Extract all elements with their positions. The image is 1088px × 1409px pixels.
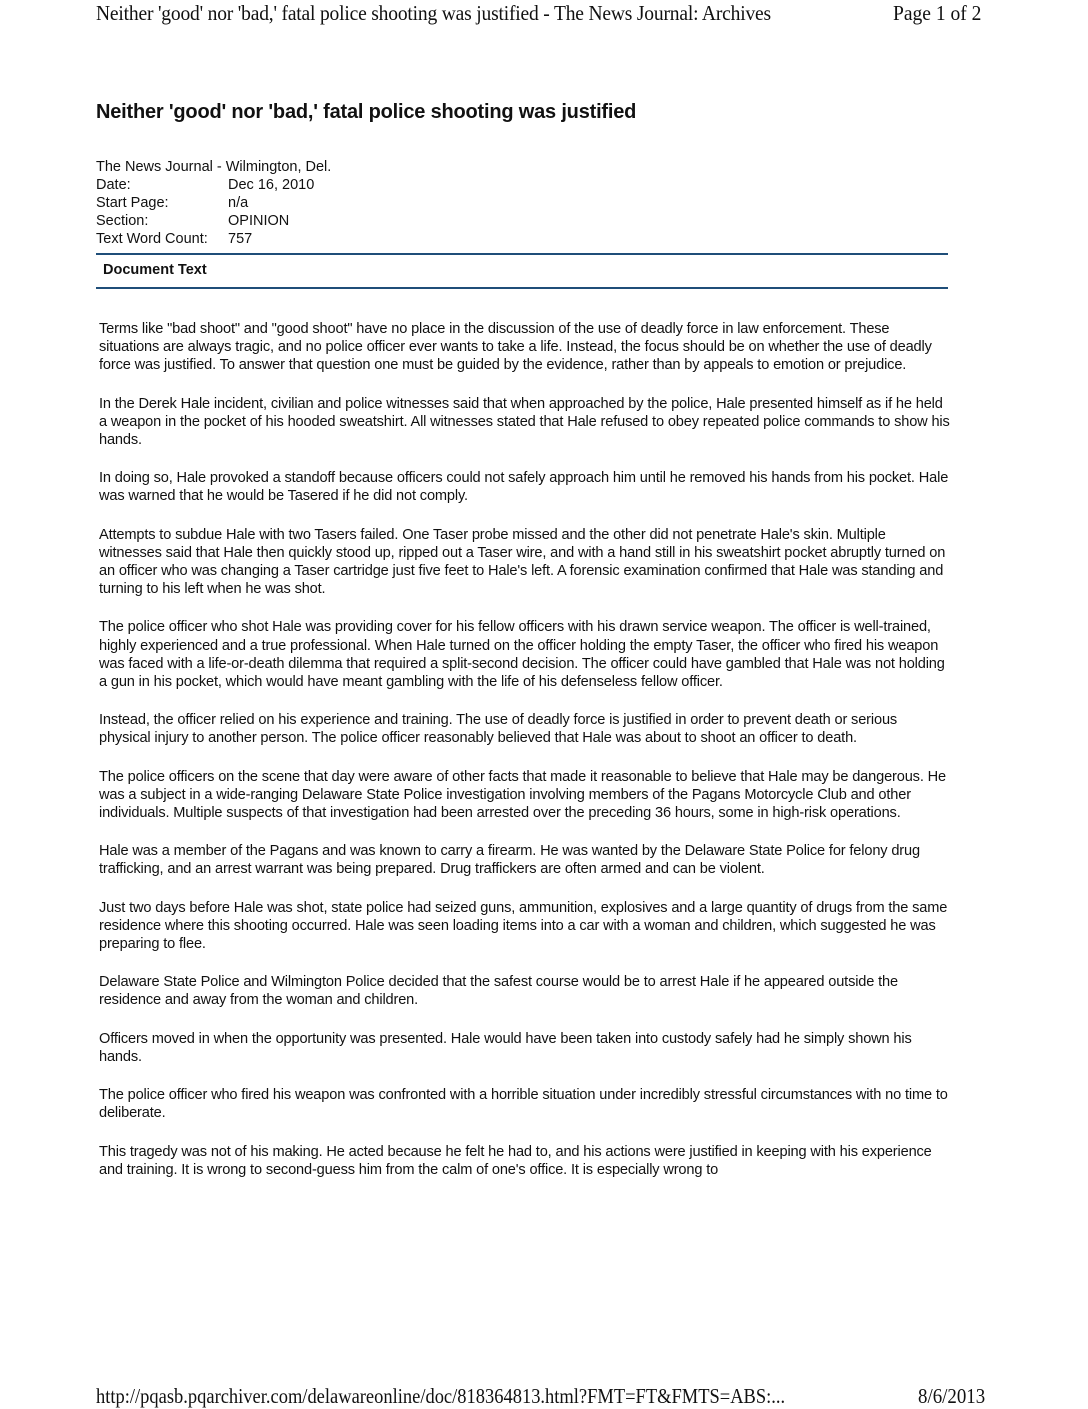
meta-value: 757 xyxy=(228,231,253,247)
paragraph: The police officer who shot Hale was providing cover for his fellow officers with his drawn service weapon. The officer is well-trained, highly experienced and a true professional. When Hale turned on the officer holding the empty Taser, the officer who fired his weapon was faced with a life-or-death dilemma that required a split-second decision. The officer could have gambled that Hale was not holding a gun in his pocket, which would have meant gambling with the life of his defenseless fellow officer. xyxy=(99,619,945,691)
paragraph: Just two days before Hale was shot, state police had seized guns, ammunition, explosives and a large quantity of drugs from the same residence where this shooting occurred. Hale was seen loading items into a car with a woman and children, which suggested he was preparing to flee. xyxy=(99,899,948,953)
article-title: Neither 'good' nor 'bad,' fatal police shooting was justified xyxy=(96,101,637,123)
print-header xyxy=(0,0,1088,28)
paragraph: Delaware State Police and Wilmington Police decided that the safest course would be to arrest Hale if he appeared outside the residence and away from the woman and children. xyxy=(99,974,898,1009)
paragraph: Instead, the officer relied on his experience and training. The use of deadly force is justified in order to prevent death or serious physical injury to another person. The police officer reasonably believed that Hale was about to shoot an officer to death. xyxy=(99,712,898,747)
meta-label: Start Page: xyxy=(96,195,169,211)
source-publication: The News Journal - Wilmington, Del. xyxy=(96,159,332,175)
divider-top xyxy=(96,253,948,255)
meta-date xyxy=(96,176,331,194)
meta-value: OPINION xyxy=(228,213,290,229)
paragraph: In doing so, Hale provoked a standoff because officers could not safely approach him until he removed his hands from his pocket. Hale was warned that he would be Tasered if he did not comply. xyxy=(99,470,949,505)
paragraph: The police officers on the scene that day were aware of other facts that made it reasonable to believe that Hale may be dangerous. He was a subject in a wide-ranging Delaware State Police investigation involving members of the Pagans Motorcycle Club and other individuals. Multiple suspects of that investigation had been arrested over the preceding 36 hours, some in high-risk operations. xyxy=(99,768,946,822)
meta-label: Text Word Count: xyxy=(96,231,208,247)
paragraph: Officers moved in when the opportunity was presented. Hale would have been taken into custody safely had he simply shown his hands. xyxy=(99,1030,912,1065)
meta-source xyxy=(96,158,331,176)
meta-value: Dec 16, 2010 xyxy=(228,177,315,193)
paragraph: Hale was a member of the Pagans and was known to carry a firearm. He was wanted by the Delaware State Police for felony drug trafficking, and an arrest warrant was being prepared. Drug traffickers are often armed and can be violent. xyxy=(99,843,920,878)
print-date: 8/6/2013 xyxy=(918,1384,986,1408)
paragraph: The police officer who fired his weapon was confronted with a horrible situation under incredibly stressful circumstances with no time to deliberate. xyxy=(99,1087,948,1122)
meta-start-page xyxy=(96,194,331,212)
article-body xyxy=(99,320,951,1199)
paragraph: In the Derek Hale incident, civilian and police witnesses said that when approached by the police, Hale presented himself as if he held a weapon in the pocket of his hooded sweatshirt. All witnesses stated that Hale refused to obey repeated police commands to show his hands. xyxy=(99,395,950,449)
print-header-title: Neither 'good' nor 'bad,' fatal police shooting was justified - The News Journal: Archives xyxy=(96,1,771,25)
paragraph: Attempts to subdue Hale with two Tasers failed. One Taser probe missed and the other did not penetrate Hale's skin. Multiple witnesses said that Hale then quickly stood up, ripped out a Taser wire, and with a hand still in his sweatshirt pocket abruptly turned on an officer who was changing a Taser cartridge just five feet to Hale's left. A forensic examination confirmed that Hale was standing and turning to his left when he was shot. xyxy=(99,526,946,598)
article-metadata xyxy=(96,158,331,248)
paragraph: Terms like "bad shoot" and "good shoot" have no place in the discussion of the use of deadly force in law enforcement. These situations are always tragic, and no police officer ever wants to take a life. Instead, the focus should be on whether the use of deadly force was justified. To answer that question one must be guided by the evidence, rather than by appeals to emotion or prejudice. xyxy=(99,321,932,374)
paragraph: This tragedy was not of his making. He acted because he felt he had to, and his actions were justified in keeping with his experience and training. It is wrong to second-guess him from the calm of one's office. It is especially wrong to xyxy=(99,1143,932,1178)
section-heading: Document Text xyxy=(103,262,207,278)
page-number: Page 1 of 2 xyxy=(893,1,982,25)
meta-label: Section: xyxy=(96,213,149,229)
meta-value: n/a xyxy=(228,195,249,211)
divider-bottom xyxy=(96,287,948,289)
meta-word-count xyxy=(96,230,331,248)
meta-label: Date: xyxy=(96,177,131,193)
meta-section xyxy=(96,212,331,230)
page-url: http://pqasb.pqarchiver.com/delawareonline/doc/818364813.html?FMT=FT&FMTS=ABS:... xyxy=(96,1384,786,1408)
